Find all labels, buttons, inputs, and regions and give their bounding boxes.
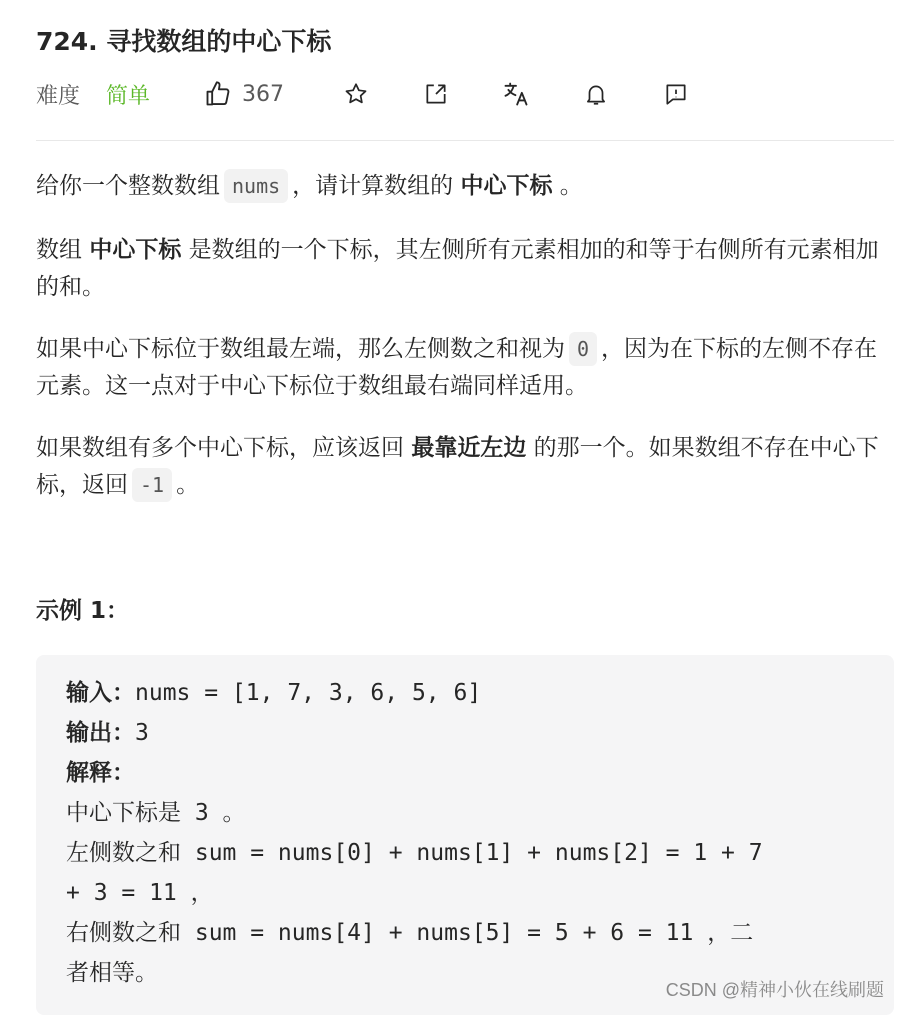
problem-title: 724. 寻找数组的中心下标: [36, 27, 332, 56]
star-icon: [343, 81, 369, 107]
explain-line: 者相等。: [66, 960, 158, 986]
explain-line: 中心下标是 3 。: [66, 800, 246, 826]
like-count: 367: [242, 81, 284, 107]
inline-code-zero: 0: [569, 332, 597, 366]
inline-code-minus-one: -1: [132, 468, 172, 502]
thumbs-up-icon: [204, 80, 232, 108]
description-paragraph-2: [36, 232, 886, 306]
explain-label: 解释：: [66, 760, 135, 786]
text: 如果中心下标位于数组最左端，那么左侧数之和视为: [36, 336, 565, 362]
notify-button[interactable]: [578, 74, 614, 114]
example-output-line: [66, 713, 864, 753]
explain-line: 右侧数之和 sum = nums[4] + nums[5] = 5 + 6 = 11 ，二: [66, 920, 754, 946]
example-input-line: [66, 673, 864, 713]
text: ，因为在下标的左侧不存在元素。这一点对于中心下标位于数组最右端同样适用。: [36, 336, 878, 399]
bold-term: 中心下标: [89, 237, 182, 263]
example-code-block: [36, 655, 894, 1015]
text: 的那一个。如果数组不存在中心下标，返回: [36, 435, 879, 498]
output-value: 3: [135, 720, 149, 746]
text: 数组: [36, 237, 82, 263]
share-icon: [423, 81, 449, 107]
text: 。: [559, 173, 583, 199]
translate-button[interactable]: [498, 74, 534, 114]
description-paragraph-4: [36, 430, 886, 504]
inline-code-nums: nums: [224, 169, 288, 203]
watermark: CSDN @精神小伙在线刷题: [665, 980, 884, 1000]
explain-line: + 3 = 11 ，: [66, 880, 214, 906]
text: 。: [176, 472, 200, 498]
input-label: 输入：: [66, 680, 135, 706]
share-button[interactable]: [418, 74, 454, 114]
explain-line: 左侧数之和 sum = nums[0] + nums[1] + nums[2] = 1 + 7: [66, 840, 763, 866]
difficulty-badge: 简单: [106, 83, 151, 109]
text: ，请计算数组的: [292, 173, 454, 199]
like-button[interactable]: [204, 74, 284, 114]
bold-term: 中心下标: [460, 173, 553, 199]
problem-meta-bar: [36, 74, 896, 114]
divider: [36, 140, 894, 141]
example-title: 示例 1：: [36, 598, 130, 624]
bell-icon: [583, 81, 609, 107]
text: 给你一个整数数组: [36, 173, 220, 199]
output-label: 输出：: [66, 720, 135, 746]
input-value: nums = [1, 7, 3, 6, 5, 6]: [135, 680, 482, 706]
description-paragraph-1: [36, 168, 886, 205]
feedback-icon: [663, 81, 689, 107]
difficulty-label: 难度: [36, 83, 81, 109]
example-explain-label: [66, 753, 864, 793]
bold-term: 最靠近左边: [411, 435, 527, 461]
text: 如果数组有多个中心下标，应该返回: [36, 435, 404, 461]
description-paragraph-3: [36, 331, 886, 405]
translate-icon: [502, 80, 530, 108]
text: 是数组的一个下标，其左侧所有元素相加的和等于右侧所有元素相加的和。: [36, 237, 879, 300]
feedback-button[interactable]: [658, 74, 694, 114]
favorite-button[interactable]: [338, 74, 374, 114]
